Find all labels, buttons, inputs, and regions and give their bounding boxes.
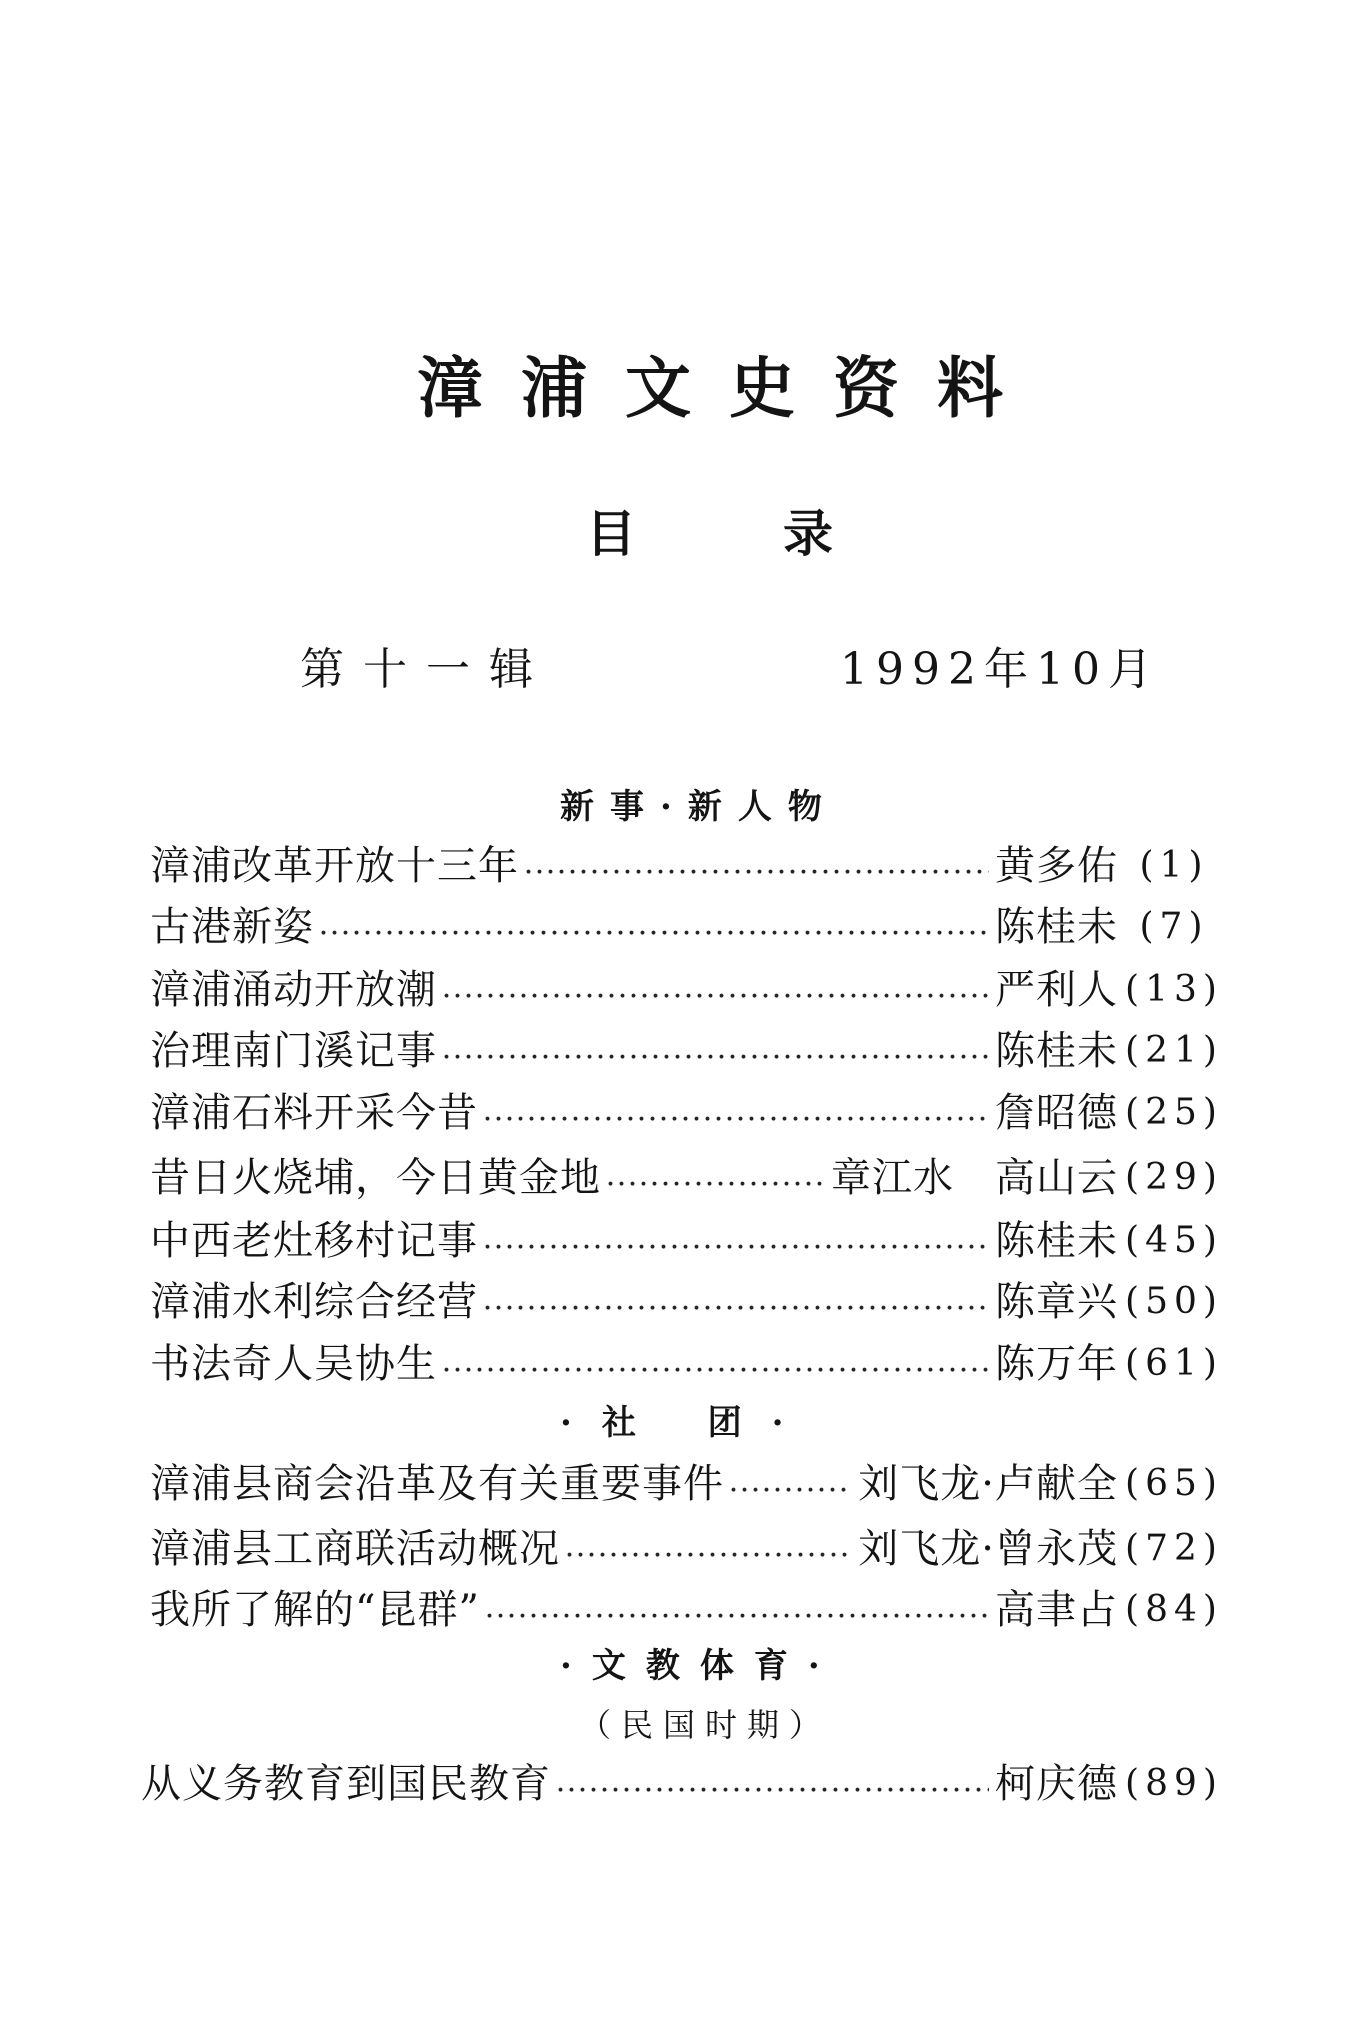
entry-author: 陈章兴 bbox=[995, 1279, 1118, 1325]
dot-leader bbox=[728, 1464, 852, 1504]
entry-title: 漳浦县工商联活动概况 bbox=[150, 1526, 560, 1572]
dot-leader bbox=[441, 1031, 989, 1071]
entry-page: (65) bbox=[1125, 1463, 1223, 1504]
entry-page: (45) bbox=[1125, 1220, 1223, 1261]
entry-page: (1) bbox=[1139, 845, 1209, 886]
dot-leader bbox=[482, 1093, 989, 1133]
toc-entry bbox=[150, 1579, 1230, 1641]
entry-title: 书法奇人吴协生 bbox=[150, 1341, 437, 1387]
entry-title: 我所了解的“昆群” bbox=[150, 1587, 480, 1633]
dot-leader bbox=[523, 846, 989, 886]
toc-entry bbox=[150, 1082, 1230, 1144]
entry-page: (61) bbox=[1125, 1343, 1223, 1384]
toc-entry bbox=[150, 896, 1230, 958]
contents-heading: 目录 bbox=[586, 504, 980, 563]
toc-entry bbox=[141, 1753, 1230, 1815]
dot-leader bbox=[484, 1590, 989, 1630]
entry-page: (13) bbox=[1125, 969, 1223, 1010]
dot-leader bbox=[482, 1221, 989, 1261]
entry-author: 陈万年 bbox=[995, 1341, 1118, 1387]
entry-title: 古港新姿 bbox=[150, 904, 314, 950]
entry-title: 漳浦石料开采今昔 bbox=[150, 1090, 478, 1136]
issue-number: 第十一辑 bbox=[300, 644, 552, 695]
toc-entry bbox=[150, 1147, 1230, 1209]
section-heading-societies: ·社 团· bbox=[560, 1403, 814, 1443]
entry-author: 刘飞龙·曾永茂 bbox=[858, 1526, 1118, 1572]
entry-title: 昔日火烧埔，今日黄金地 bbox=[150, 1155, 601, 1201]
entry-author: 章江水 高山云 bbox=[831, 1155, 1118, 1201]
entry-page: (25) bbox=[1125, 1092, 1223, 1133]
entry-page: (7) bbox=[1139, 906, 1209, 947]
toc-entry bbox=[150, 1271, 1230, 1333]
entry-title: 漳浦水利综合经营 bbox=[150, 1279, 478, 1325]
entry-page: (29) bbox=[1125, 1157, 1223, 1198]
entry-title: 漳浦改革开放十三年 bbox=[150, 843, 519, 889]
dot-leader bbox=[318, 907, 989, 947]
dot-leader bbox=[441, 970, 989, 1010]
entry-title: 治理南门溪记事 bbox=[150, 1028, 437, 1074]
publication-date: 1992年10月 bbox=[840, 644, 1160, 695]
entry-author: 陈桂未 bbox=[995, 1028, 1118, 1074]
entry-author: 高聿占 bbox=[995, 1587, 1118, 1633]
toc-entry bbox=[150, 1518, 1230, 1580]
entry-title: 漳浦县商会沿革及有关重要事件 bbox=[150, 1461, 724, 1507]
entry-author: 刘飞龙·卢献全 bbox=[858, 1461, 1118, 1507]
entry-author: 陈桂未 bbox=[995, 904, 1118, 950]
entry-title: 从义务教育到国民教育 bbox=[141, 1761, 551, 1807]
entry-author: 严利人 bbox=[995, 967, 1118, 1013]
entry-page: (50) bbox=[1125, 1281, 1223, 1322]
toc-entry bbox=[150, 1453, 1230, 1515]
toc-entry bbox=[150, 835, 1230, 897]
dot-leader bbox=[482, 1282, 989, 1322]
toc-entry bbox=[150, 1210, 1230, 1272]
dot-leader bbox=[605, 1158, 825, 1198]
entry-author: 柯庆德 bbox=[995, 1761, 1118, 1807]
entry-author: 黄多佑 bbox=[995, 843, 1118, 889]
section-heading-news: 新事·新人物 bbox=[560, 787, 838, 827]
toc-entry bbox=[150, 1333, 1230, 1395]
entry-page: (72) bbox=[1125, 1528, 1223, 1569]
entry-page: (89) bbox=[1125, 1763, 1223, 1804]
entry-author: 陈桂未 bbox=[995, 1218, 1118, 1264]
dot-leader bbox=[564, 1529, 852, 1569]
section-heading-education-sports: ·文教体育· bbox=[560, 1646, 840, 1686]
dot-leader bbox=[555, 1764, 989, 1804]
toc-entry bbox=[150, 1020, 1230, 1082]
publication-title: 漳浦文史资料 bbox=[417, 349, 1041, 427]
section-subheading-period: （民国时期） bbox=[579, 1706, 832, 1744]
entry-page: (84) bbox=[1125, 1589, 1223, 1630]
entry-title: 漳浦涌动开放潮 bbox=[150, 967, 437, 1013]
entry-page: (21) bbox=[1125, 1030, 1223, 1071]
dot-leader bbox=[441, 1344, 989, 1384]
entry-author: 詹昭德 bbox=[995, 1090, 1118, 1136]
toc-entry bbox=[150, 959, 1230, 1021]
entry-title: 中西老灶移村记事 bbox=[150, 1218, 478, 1264]
